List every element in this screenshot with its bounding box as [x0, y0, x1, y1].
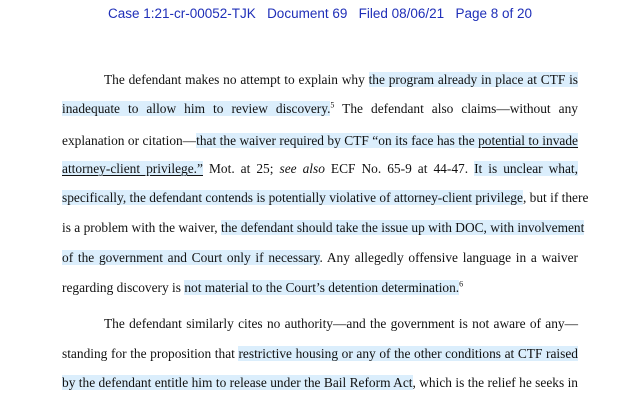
highlight: of the government and Court only if necessary	[62, 250, 320, 265]
text-line: specifically, the defendant contends is potentially violative of attorney-client privilege, but if there	[62, 190, 589, 205]
case-number: Case 1:21-cr-00052-TJK	[107, 6, 256, 21]
filed-date: Filed 08/06/21	[358, 6, 445, 21]
highlight: attorney-client privilege.”	[62, 161, 203, 176]
footnote-ref: 6	[459, 279, 464, 289]
highlight: by the defendant entitle him to release under the Bail Reform Act	[62, 375, 413, 390]
page-number: Page 8 of 20	[455, 6, 533, 21]
text-line: standing for the proposition that restrictive housing or any of the other conditions at CTF raised	[62, 346, 578, 361]
text-line: by the defendant entitle him to release under the Bail Reform Act, which is the relief he seeks in	[62, 375, 578, 390]
highlight: specifically, the defendant contends is potentially violative of attorney-client privilege	[62, 190, 523, 205]
text-line: of the government and Court only if necessary. Any allegedly offensive language in a waiver	[62, 250, 579, 265]
highlight: the defendant should take the issue up with DOC, with involvement	[221, 220, 585, 235]
underlined-text: potential to invade	[478, 133, 578, 148]
text-line: The defendant makes no attempt to explain why the program already in place at CTF is	[104, 72, 579, 87]
highlight: inadequate to allow him to review discovery.	[62, 101, 331, 116]
text-line: is a problem with the waiver, the defendant should take the issue up with DOC, with involvement	[62, 220, 585, 235]
page-header	[0, 6, 640, 21]
text-line: regarding discovery is not material to the Court’s detention determination.$^6$	[62, 279, 464, 295]
highlight: that the waiver required by CTF “on its face has the potential to invade	[196, 133, 578, 148]
document-number: Document 69	[267, 6, 348, 21]
highlight: restrictive housing or any of the other conditions at CTF raised	[238, 346, 578, 361]
highlight: It is unclear what,	[474, 161, 579, 176]
highlight: the program already in place at CTF is	[368, 72, 579, 87]
highlight: not material to the Court’s detention determination.	[184, 280, 460, 295]
footnote-ref: 5	[330, 100, 335, 110]
text-line: explanation or citation—that the waiver required by CTF “on its face has the potential to invade	[62, 133, 578, 148]
text-line: The defendant similarly cites no authority—and the government is not aware of any—	[104, 316, 578, 331]
text-line: inadequate to allow him to review discovery.$^5$ The defendant also claims—without any	[62, 100, 578, 116]
text-line: attorney-client privilege.” Mot. at 25; see also ECF No. 65-9 at 44-47. It is unclear what,	[62, 161, 579, 176]
